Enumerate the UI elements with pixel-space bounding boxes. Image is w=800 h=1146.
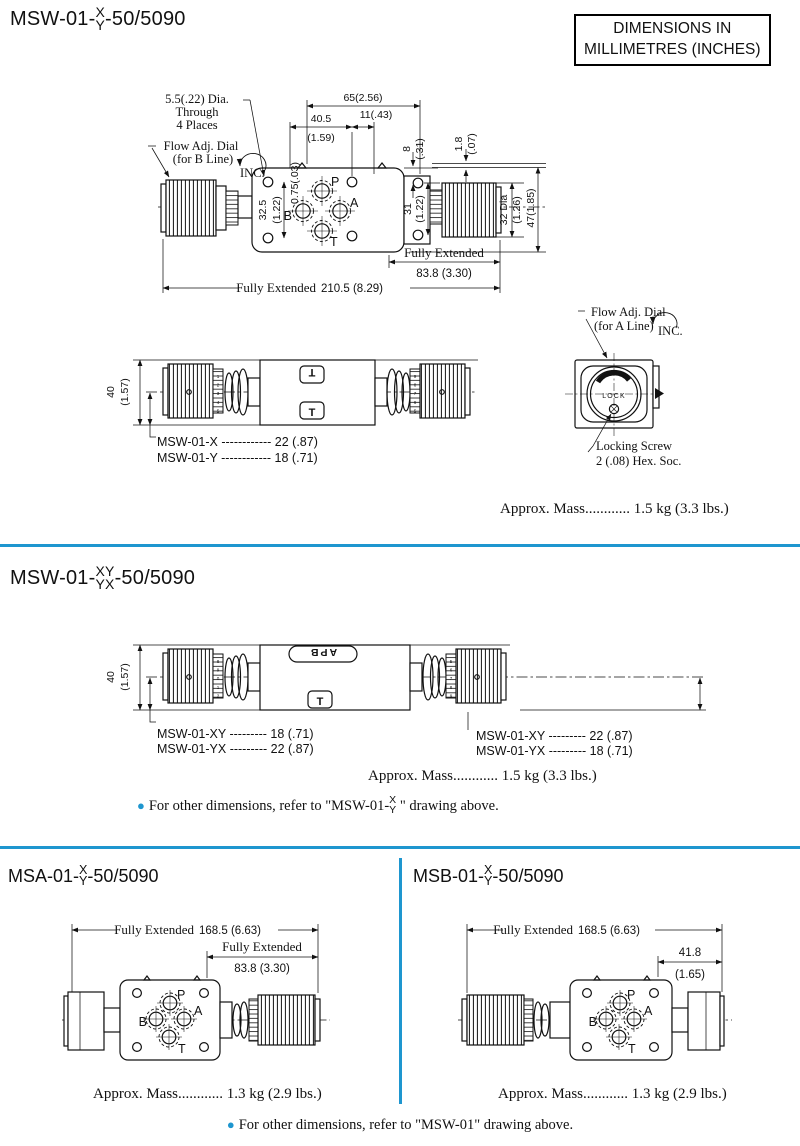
dial-digit: 8 [449, 684, 453, 690]
locking-screw-1: Locking Screw [596, 439, 673, 453]
dial-digit: 5 [216, 408, 220, 414]
port-p-label: P [331, 175, 340, 189]
fe-210-value: 210.5 (8.29) [321, 283, 384, 295]
title-bottom: Y [95, 16, 106, 33]
dim-0-75: 0.75(.03) [289, 161, 301, 205]
dim-32-5-in: (1.22) [271, 196, 283, 224]
s2-dim-40: 40 [105, 671, 117, 683]
dim-11: 11(.43) [359, 109, 393, 121]
s2-note-top: X [389, 794, 397, 807]
flow-dial-a-1: Flow Adj. Dial [591, 305, 666, 319]
msa-drawing [62, 922, 330, 1060]
s2-title-suffix: -50/5090 [114, 567, 196, 590]
msb-port-t: T [628, 1042, 636, 1056]
locking-screw-2: 2 (.08) Hex. Soc. [596, 454, 682, 468]
msa-port-p: P [177, 988, 186, 1002]
title-top: X [95, 4, 106, 20]
port-b-label: B [283, 209, 292, 223]
dial-digit: 6 [413, 399, 417, 405]
s2-left-row-xy: MSW-01-XY --------- 18 (.71) [157, 727, 314, 741]
units-line1: DIMENSIONS IN [613, 20, 732, 37]
msa-title-top: X [79, 862, 88, 877]
t-logo-letter: T [316, 696, 324, 708]
s1-row-y: MSW-01-Y ------------ 18 (.71) [157, 451, 318, 465]
msb-title-bottom: Y [484, 874, 493, 889]
dial-digit: 6 [449, 667, 453, 673]
s2-title-top: XY [95, 563, 115, 579]
bullet-icon: ● [137, 798, 145, 813]
dim-1-8: 1.8 [453, 136, 465, 152]
msa-fe1-value: 168.5 (6.63) [199, 925, 262, 937]
s1-end-view [565, 305, 683, 468]
s2-note-bottom: Y [389, 803, 397, 816]
dial-digit: 0 [216, 676, 220, 682]
flow-dial-b-1: Flow Adj. Dial [163, 139, 239, 153]
dial-digit: 9 [413, 374, 417, 379]
s2-side-view [105, 645, 706, 758]
units-line2: MILLIMETRES (INCHES) [584, 40, 761, 58]
bullet-icon-2: ● [226, 1117, 235, 1132]
dim-32dia-in: (1.26) [511, 196, 523, 224]
s3-note-text: For other dimensions, refer to "MSW-01" drawing above. [238, 1117, 574, 1133]
msa-fe1-label: Fully Extended [114, 922, 194, 937]
apb-logo-letters: APB [308, 646, 338, 658]
hole-note-3: 4 Places [176, 118, 218, 132]
dim-32dia: 32 Dia [498, 194, 510, 226]
t-logo-letter: T [308, 407, 316, 419]
msb-dim-41-8-in: (1.65) [674, 969, 706, 981]
dim-8-in: (.31) [414, 138, 426, 160]
title-prefix: MSW-01- [10, 8, 96, 31]
msa-port-t: T [178, 1042, 186, 1056]
s1-top-view [148, 92, 548, 295]
dial-digit: 1 [216, 374, 220, 379]
dim-65: 65(2.56) [343, 92, 383, 104]
fe-83-label: Fully Extended [404, 245, 484, 260]
dim-40-5-in: (1.59) [307, 132, 335, 144]
dim-40-in: (1.57) [119, 378, 131, 406]
s1-side-view [105, 360, 478, 465]
s2-right-row-xy: MSW-01-XY --------- 22 (.87) [476, 729, 633, 743]
dim-40: 40 [105, 386, 117, 398]
s2-note-post: " drawing above. [399, 798, 499, 814]
msb-drawing [458, 922, 732, 1060]
s2-left-row-yx: MSW-01-YX --------- 22 (.87) [157, 742, 314, 756]
s2-title-bottom: YX [95, 575, 115, 592]
dim-1-8-in: (.07) [466, 133, 478, 155]
s2-title-prefix: MSW-01- [10, 567, 96, 590]
dim-31-in: (1.22) [414, 195, 426, 223]
msa-port-a: A [194, 1004, 203, 1018]
lock-label: LOCK [602, 393, 626, 400]
dial-digit: 3 [216, 391, 220, 397]
inc-label-1: INC. [240, 166, 265, 180]
msb-port-a: A [644, 1004, 653, 1018]
hole-note-2: Through [175, 105, 219, 119]
s2-note-pre: For other dimensions, refer to "MSW-01- [148, 798, 390, 814]
dial-digit: 4 [216, 399, 220, 405]
msa-fe2-label: Fully Extended [222, 939, 302, 954]
dial-digit: 2 [216, 382, 220, 388]
dial-digit: 5 [413, 408, 417, 414]
flow-dial-b-2: (for B Line) [172, 152, 234, 166]
dim-47: 47(1.85) [525, 188, 537, 228]
dial-digit: 9 [449, 693, 453, 699]
dial-digit: 5 [449, 659, 453, 664]
hole-note-1: 5.5(.22) Dia. [165, 92, 229, 106]
fe-210-label: Fully Extended [236, 280, 316, 295]
s2-dim-40-in: (1.57) [119, 663, 131, 691]
dim-31: 31 [402, 203, 414, 215]
msb-title-suffix: -50/5090 [492, 866, 564, 886]
msa-title-suffix: -50/5090 [87, 866, 159, 886]
dim-32-5: 32.5 [257, 199, 269, 221]
inc-label-2: INC. [658, 324, 683, 338]
msb-title-prefix: MSB-01- [413, 866, 485, 886]
t-logo-letter: T [308, 366, 316, 378]
msa-title-prefix: MSA-01- [8, 866, 80, 886]
msb-dim-41-8: 41.8 [678, 947, 702, 959]
s2-mass: Approx. Mass............ 1.5 kg (3.3 lbs.) [368, 768, 597, 784]
msb-port-p: P [627, 988, 636, 1002]
dial-digit: 2 [216, 693, 220, 699]
port-t-label: T [330, 235, 338, 249]
s2-right-row-yx: MSW-01-YX --------- 18 (.71) [476, 744, 633, 758]
fe-83-value: 83.8 (3.30) [416, 268, 472, 280]
msb-title-top: X [484, 862, 493, 877]
dial-digit: 8 [413, 382, 417, 388]
msa-title-bottom: Y [79, 874, 88, 889]
msa-port-b: B [138, 1015, 147, 1029]
port-a-label: A [350, 196, 359, 210]
dim-8: 8 [401, 146, 413, 152]
dial-digit: 9 [216, 667, 220, 673]
dial-digit: 7 [413, 391, 417, 397]
s3-left-mass: Approx. Mass............ 1.3 kg (2.9 lbs.) [93, 1086, 322, 1102]
msb-fe1-value: 168.5 (6.63) [578, 925, 641, 937]
title-suffix: -50/5090 [105, 8, 186, 31]
dim-40-5: 40.5 [310, 113, 332, 125]
dial-digit: 8 [216, 659, 220, 664]
s1-row-x: MSW-01-X ------------ 22 (.87) [157, 435, 318, 449]
msb-port-b: B [588, 1015, 597, 1029]
msb-fe1-label: Fully Extended [493, 922, 573, 937]
msa-fe2-value: 83.8 (3.30) [234, 963, 290, 975]
s3-right-mass: Approx. Mass............ 1.3 kg (2.9 lbs.) [498, 1086, 727, 1102]
dial-digit: 1 [216, 684, 220, 690]
dial-digit: 7 [449, 676, 453, 682]
s1-mass: Approx. Mass............ 1.5 kg (3.3 lbs.) [500, 501, 729, 517]
flow-dial-a-2: (for A Line) [594, 319, 654, 333]
